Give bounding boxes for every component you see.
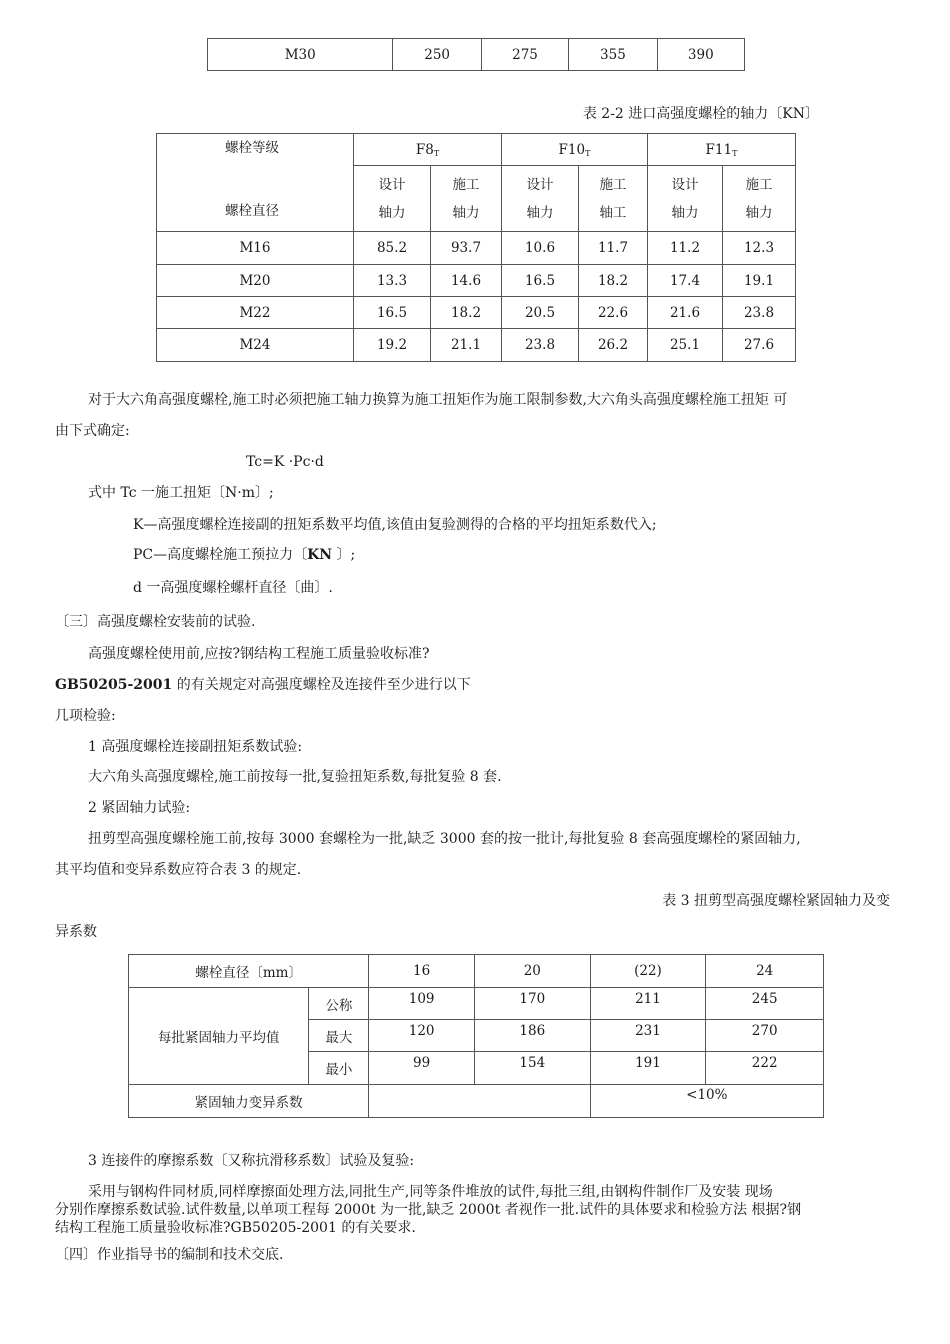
table-cell: 85.2 [354, 232, 431, 265]
table-cell: 25.1 [648, 329, 723, 362]
table-row [129, 988, 824, 1020]
table-cell: 22.6 [579, 297, 648, 329]
table-cell: 13.3 [354, 265, 431, 297]
paragraph-line: GB50205-2001 的有关规定对高强度螺栓及连接件至少进行以下 [55, 677, 471, 693]
item-title: 2 紧固轴力试验: [88, 800, 191, 816]
table-row [208, 39, 745, 71]
table-cell: 16.5 [354, 297, 431, 329]
table-cell: 18.2 [579, 265, 648, 297]
section-heading: 〔四〕作业指导书的编制和技术交底. [55, 1247, 284, 1263]
grade-header-f11: $F11_T$ [648, 134, 796, 166]
paragraph-line: 采用与钢构件同材质,同样摩擦面处理方法,同批生产,同等条件堆放的试件,每批三组,由钢构件制作厂及安装 现场 [88, 1184, 773, 1200]
table3-caption: 表 3 扭剪型高强度螺栓紧固轴力及变 [662, 893, 890, 909]
definition-pc: PC—高度螺栓施工预拉力〔KN 〕; [133, 547, 356, 563]
table-cell: 120 [369, 1020, 475, 1052]
table-row [157, 329, 796, 362]
table-cell: 11.2 [648, 232, 723, 265]
table3-caption-continued: 异系数 [55, 924, 97, 940]
row-label: 最大 [309, 1020, 369, 1052]
row-label: 最小 [309, 1052, 369, 1085]
paragraph-line: 对于大六角高强度螺栓,施工时必须把施工轴力换算为施工扭矩作为施工限制参数,大六角头高强度螺栓施工扭矩 可 [88, 392, 788, 408]
table-cell: M24 [157, 329, 354, 362]
table-cell: 191 [590, 1052, 706, 1085]
cv-label: 紧固轴力变异系数 [129, 1085, 369, 1118]
construction-force-header: 施工 轴工 [579, 166, 648, 232]
table-cell: 18.2 [431, 297, 502, 329]
diameter-label: 螺栓直径 [225, 203, 279, 219]
design-force-header: 设计 轴力 [648, 166, 723, 232]
paragraph-line: 由下式确定: [55, 423, 130, 439]
paragraph-line: 扭剪型高强度螺栓施工前,按每 3000 套螺栓为一批,缺乏 3000 套的按一批计,每批复验 8 套高强度螺栓的紧固轴力, [88, 831, 801, 847]
paragraph-line: 分别作摩擦系数试验.试件数量,以单项工程每 2000t 为一批,缺乏 2000t 者视作一批.试件的具体要求和检验方法 根据?钢 [55, 1202, 802, 1218]
table-cell: 16 [369, 955, 475, 988]
table-cell: 19.1 [723, 265, 796, 297]
table-cell: 24 [706, 955, 824, 988]
table-row [157, 265, 796, 297]
table-row [157, 297, 796, 329]
table-cell: 23.8 [502, 329, 579, 362]
table-m30 [207, 38, 745, 71]
table-cell: 99 [369, 1052, 475, 1085]
table-cell: 12.3 [723, 232, 796, 265]
table-cell: 170 [474, 988, 590, 1020]
table2-caption: 表 2-2 进口高强度螺栓的轴力〔KN〕 [582, 106, 819, 122]
table-cell: 20.5 [502, 297, 579, 329]
table-cell: 186 [474, 1020, 590, 1052]
table-imported-bolt-axial-force [156, 133, 796, 362]
table-cell: 245 [706, 988, 824, 1020]
table-tightening-axial-force [128, 954, 824, 1118]
table-cell: M16 [157, 232, 354, 265]
table-cell: 21.6 [648, 297, 723, 329]
table-corner-cell [157, 134, 354, 232]
design-force-header: 设计 轴力 [502, 166, 579, 232]
table-cell: M22 [157, 297, 354, 329]
table-cell: 23.8 [723, 297, 796, 329]
paragraph-line: 其平均值和变异系数应符合表 3 的规定. [55, 862, 302, 878]
table-cell: 222 [706, 1052, 824, 1085]
grade-header-f8: $F8_T$ [354, 134, 502, 166]
table-cell: 270 [706, 1020, 824, 1052]
row-label: 公称 [309, 988, 369, 1020]
table-cell: 154 [474, 1052, 590, 1085]
definition-tc: 式中 Tc 一施工扭矩〔N·m〕; [88, 485, 274, 501]
table-cell: 275 [481, 39, 568, 71]
table-row [157, 232, 796, 265]
paragraph-line: 大六角头高强度螺栓,施工前按每一批,复验扭矩系数,每批复验 8 套. [88, 769, 502, 785]
definition-d: d 一高强度螺栓螺杆直径〔曲〕. [133, 580, 333, 596]
table-cell: 26.2 [579, 329, 648, 362]
table-cell: 21.1 [431, 329, 502, 362]
table-cell: 109 [369, 988, 475, 1020]
paragraph-line: 高强度螺栓使用前,应按?钢结构工程施工质量验收标准? [88, 646, 430, 662]
construction-force-header: 施工 轴力 [431, 166, 502, 232]
table-cell: (22) [590, 955, 706, 988]
table-cell: 231 [590, 1020, 706, 1052]
formula: Tc=K ·Pc·d [246, 454, 324, 470]
table-row [157, 134, 796, 166]
table-row [129, 955, 824, 988]
table-cell: 390 [657, 39, 744, 71]
table-cell: 355 [569, 39, 657, 71]
design-force-header: 设计 轴力 [354, 166, 431, 232]
group-label: 每批紧固轴力平均值 [129, 988, 309, 1085]
table-cell: 10.6 [502, 232, 579, 265]
definition-k: K—高强度螺栓连接副的扭矩系数平均值,该值由复验测得的合格的平均扭矩系数代入; [133, 517, 657, 533]
table-cell: 20 [474, 955, 590, 988]
table-cell: 17.4 [648, 265, 723, 297]
section-heading: 〔三〕高强度螺栓安装前的试验. [55, 614, 256, 630]
cv-value: <10% [590, 1085, 823, 1118]
table-cell-empty [369, 1085, 590, 1118]
table-row [129, 1085, 824, 1118]
paragraph-line: 结构工程施工质量验收标准?GB50205-2001 的有关要求. [55, 1220, 416, 1236]
table-cell: 93.7 [431, 232, 502, 265]
table-cell: 16.5 [502, 265, 579, 297]
table-cell: M30 [208, 39, 393, 71]
table-cell: 19.2 [354, 329, 431, 362]
grade-header-f10: $F10_T$ [502, 134, 648, 166]
table-cell: 27.6 [723, 329, 796, 362]
table-cell: 250 [393, 39, 481, 71]
paragraph-line: 几项检验: [55, 708, 116, 724]
construction-force-header: 施工 轴力 [723, 166, 796, 232]
table-cell: 211 [590, 988, 706, 1020]
table-cell: 11.7 [579, 232, 648, 265]
grade-label: 螺栓等级 [225, 140, 279, 156]
diameter-header: 螺栓直径〔mm〕 [129, 955, 369, 988]
table-cell: 14.6 [431, 265, 502, 297]
item-title: 3 连接件的摩擦系数〔又称抗滑移系数〕试验及复验: [88, 1153, 415, 1169]
item-title: 1 高强度螺栓连接副扭矩系数试验: [88, 739, 303, 755]
table-cell: M20 [157, 265, 354, 297]
